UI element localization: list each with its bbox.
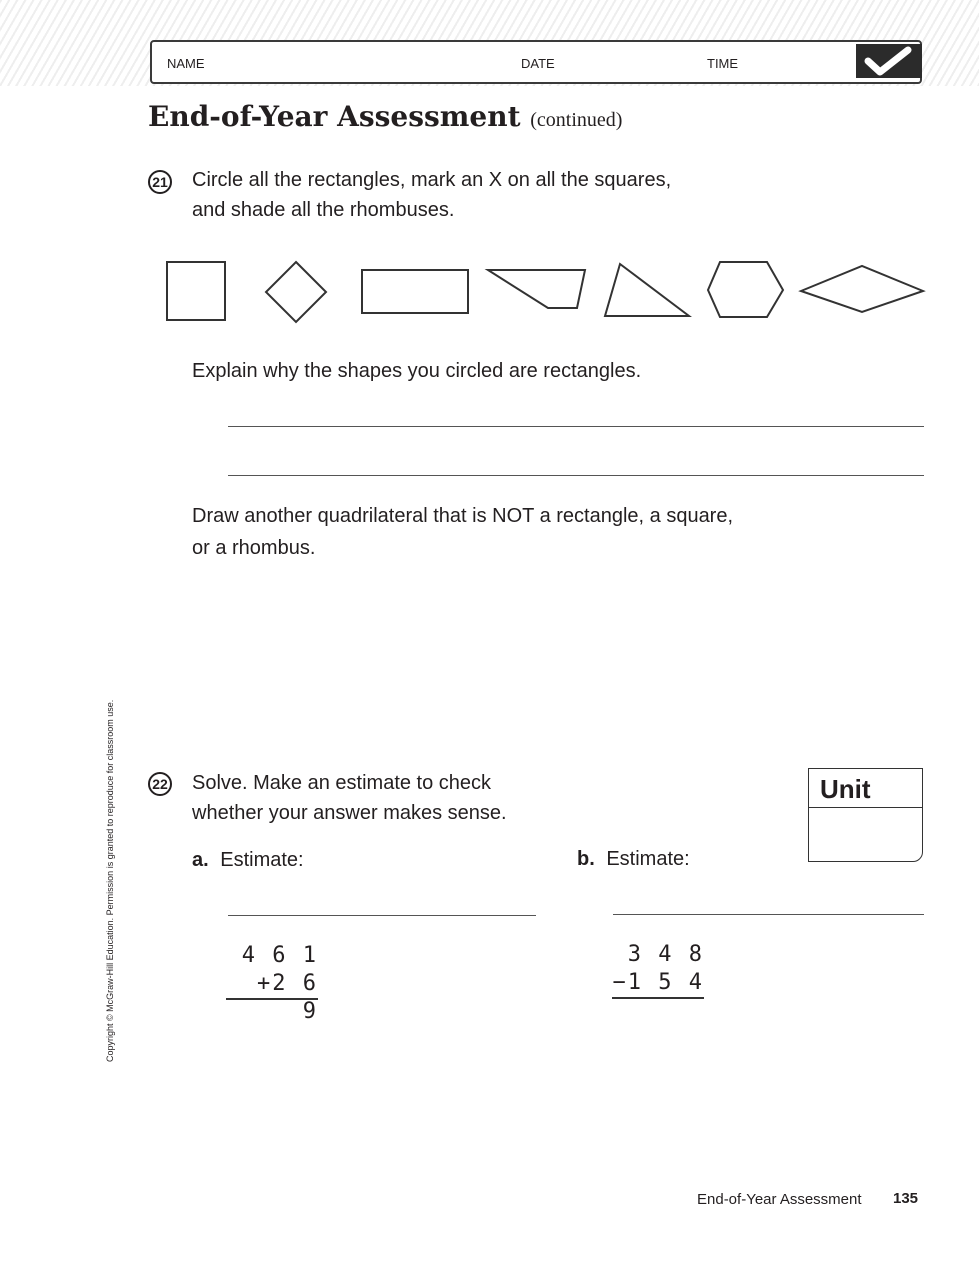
question-22-instruction-line1: Solve. Make an estimate to check bbox=[192, 772, 492, 794]
page-title-main: End-of-Year Assessment bbox=[148, 100, 521, 133]
part-a-estimate-line[interactable] bbox=[228, 915, 536, 916]
checkmark-icon bbox=[856, 44, 922, 78]
part-b-letter: b. bbox=[577, 848, 595, 870]
part-a-letter: a. bbox=[192, 849, 209, 871]
part-a-problem bbox=[228, 942, 318, 1026]
shape-hexagon[interactable] bbox=[708, 262, 783, 317]
date-label: DATE bbox=[521, 56, 555, 71]
shape-rectangle[interactable] bbox=[362, 270, 468, 313]
answer-line-1[interactable] bbox=[228, 426, 924, 427]
question-22-number: 22 bbox=[148, 772, 172, 796]
question-21-instruction bbox=[192, 165, 671, 225]
part-a-estimate bbox=[192, 845, 304, 875]
part-b-estimate bbox=[577, 844, 690, 874]
draw-prompt bbox=[192, 501, 733, 563]
answer-line-2[interactable] bbox=[228, 475, 924, 476]
page-title bbox=[148, 100, 622, 133]
draw-prompt-line2: or a rhombus. bbox=[192, 537, 316, 559]
name-label: NAME bbox=[167, 56, 205, 71]
question-21-number: 21 bbox=[148, 170, 172, 194]
part-b-bottom-number: −1 5 4 bbox=[612, 970, 704, 995]
unit-label: Unit bbox=[820, 774, 871, 804]
explain-prompt: Explain why the shapes you circled are rectangles. bbox=[192, 360, 642, 382]
question-22-instruction-line2: whether your answer makes sense. bbox=[192, 802, 507, 824]
shape-square[interactable] bbox=[167, 262, 225, 320]
unit-box-divider bbox=[808, 807, 923, 808]
part-b-problem bbox=[612, 941, 704, 997]
shape-tilted-square[interactable] bbox=[266, 262, 326, 322]
part-a-bottom-number: +2 6 9 bbox=[257, 971, 318, 1024]
time-label: TIME bbox=[707, 56, 739, 71]
question-21-instruction-line1: Circle all the rectangles, mark an X on all the squares, bbox=[192, 169, 672, 191]
drawing-area[interactable] bbox=[192, 575, 922, 750]
shape-trapezoid[interactable] bbox=[488, 270, 585, 308]
page-title-suffix: (continued) bbox=[530, 109, 623, 131]
shapes-row bbox=[160, 250, 930, 330]
page-number: 135 bbox=[893, 1190, 919, 1207]
part-a-top-number: 4 6 1 bbox=[241, 943, 318, 968]
footer-title: End-of-Year Assessment bbox=[697, 1191, 862, 1208]
part-a-answer-line[interactable] bbox=[226, 998, 318, 1000]
shape-rhombus[interactable] bbox=[801, 266, 923, 312]
part-b-estimate-line[interactable] bbox=[613, 914, 924, 915]
shape-triangle[interactable] bbox=[605, 264, 689, 316]
draw-prompt-line1: Draw another quadrilateral that is NOT a rectangle, a square, bbox=[192, 505, 734, 527]
copyright-notice: Copyright © McGraw-Hill Education. Permission is granted to reproduce for classroom use. bbox=[105, 699, 115, 1062]
question-22-instruction bbox=[192, 768, 507, 828]
part-a-estimate-label: Estimate: bbox=[220, 849, 304, 871]
part-b-top-number: 3 4 8 bbox=[627, 942, 704, 967]
question-21-instruction-line2: and shade all the rhombuses. bbox=[192, 199, 455, 221]
part-b-answer-line[interactable] bbox=[612, 997, 704, 999]
part-b-estimate-label: Estimate: bbox=[606, 848, 690, 870]
